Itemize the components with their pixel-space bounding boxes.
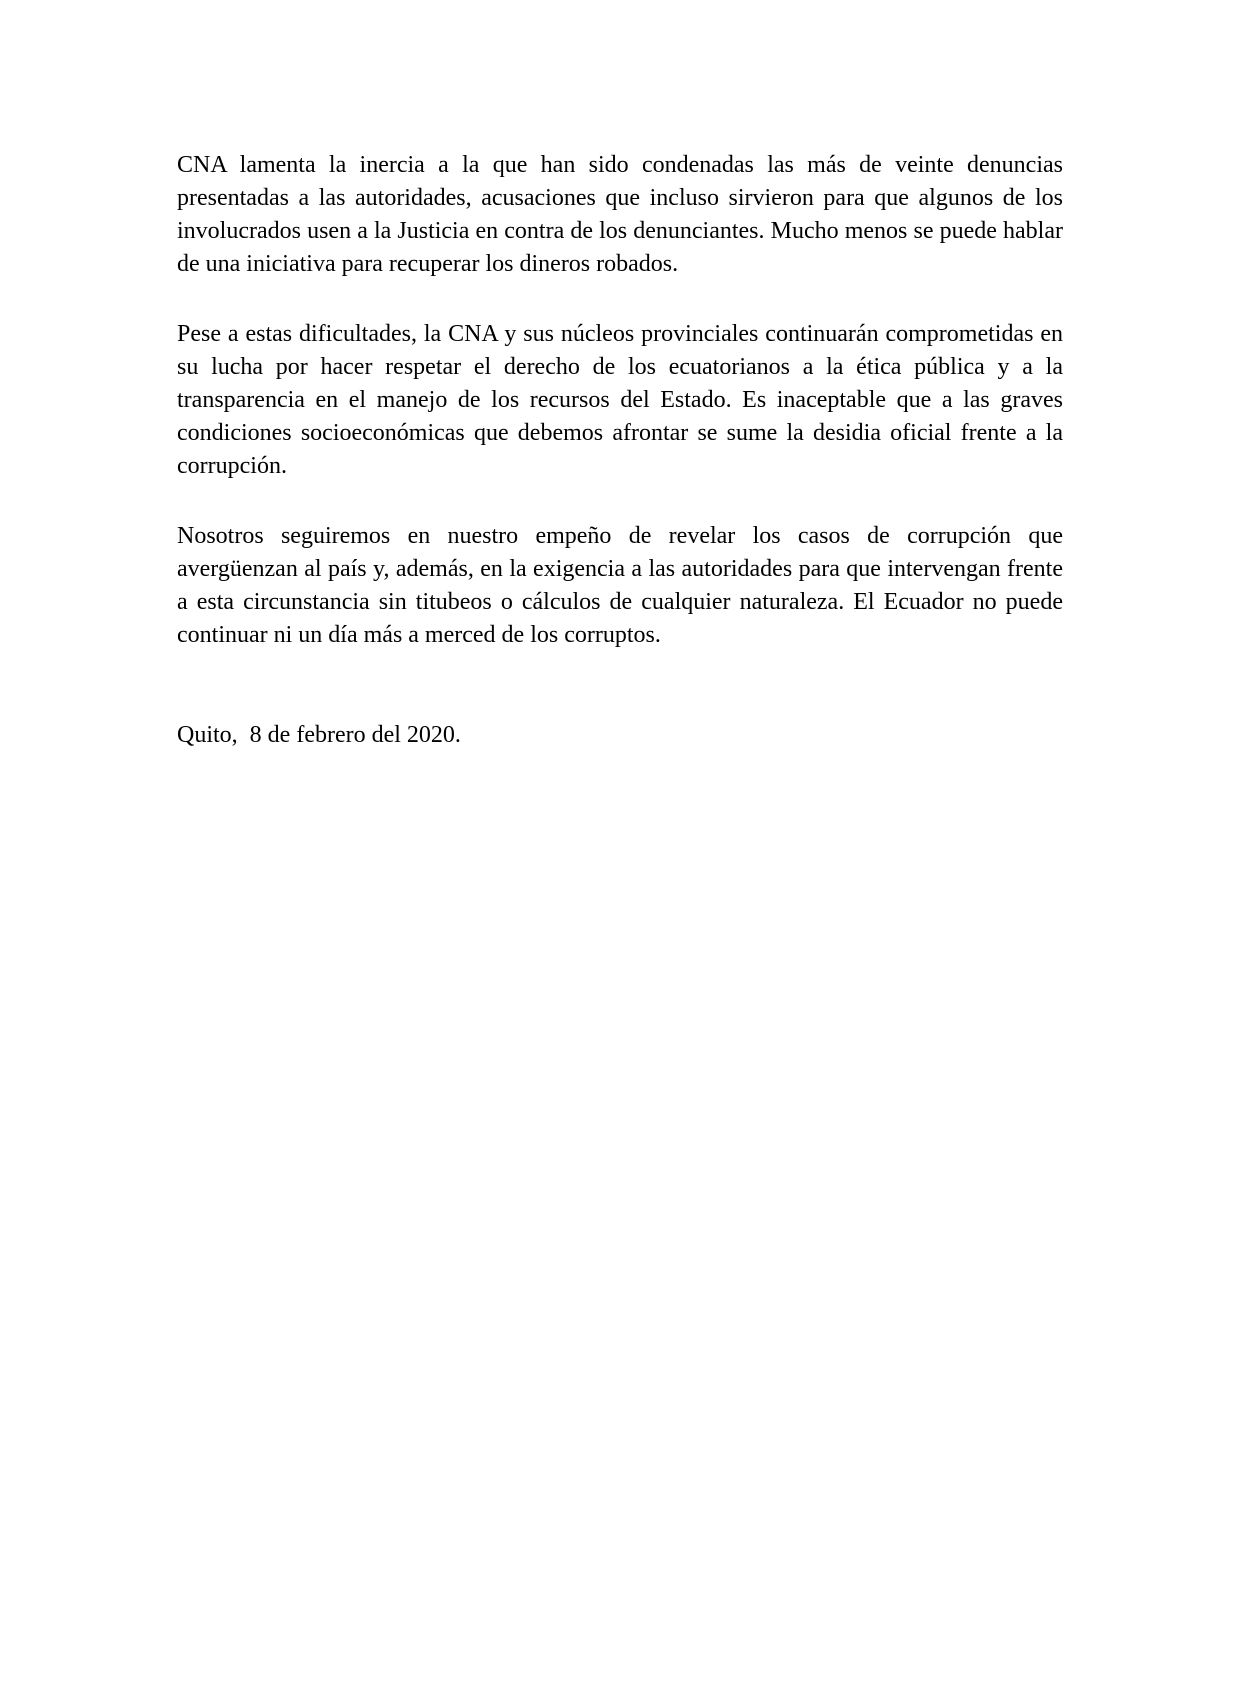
paragraph-2: Pese a estas dificultades, la CNA y sus núcleos provinciales continuarán comprometidas en su lucha por hacer respetar el derecho de los ecuatorianos a la ética pública y a la transparencia en el manejo de los recursos del Estado. Es inaceptable que a las graves condiciones socioeconómicas que debemos afrontar se sume la desidia oficial frente a la corrupción. (177, 321, 1063, 479)
date-line: Quito, 8 de febrero del 2020. (177, 722, 461, 748)
paragraph-3: Nosotros seguiremos en nuestro empeño de revelar los casos de corrupción que avergüenzan al país y, además, en la exigencia a las autoridades para que intervengan frente a esta circunstancia sin titubeos o cálculos de cualquier naturaleza. El Ecuador no puede continuar ni un día más a merced de los corruptos. (177, 523, 1063, 648)
letter-body (177, 149, 1063, 789)
paragraph-1: CNA lamenta la inercia a la que han sido condenadas las más de veinte denuncias presentadas a las autoridades, acusaciones que incluso sirvieron para que algunos de los involucrados usen a la Justicia en contra de los denunciantes. Mucho menos se puede hablar de una iniciativa para recuperar los dineros robados. (177, 152, 1063, 277)
